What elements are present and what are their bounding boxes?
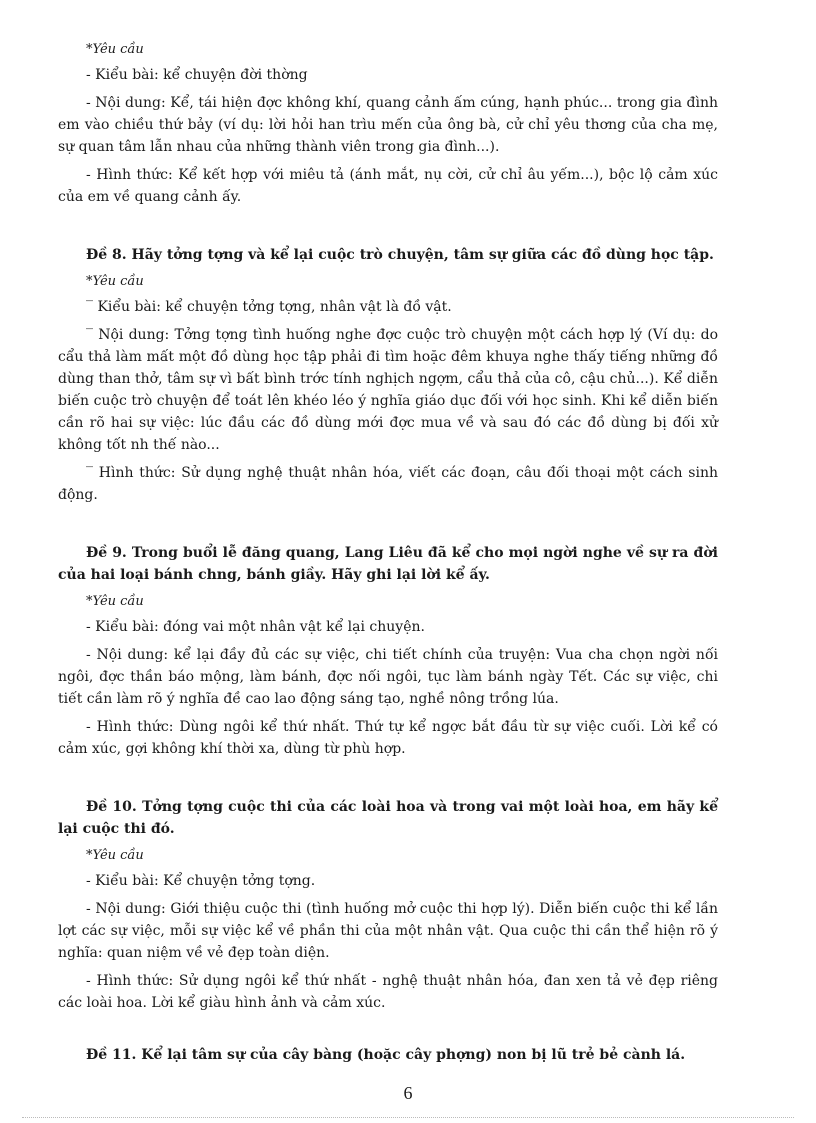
paragraph-form: - Hình thức: Sử dụng ngôi kể thứ nhất - nghệ thuật nhân hóa, đan xen tả vẻ đẹp riêng các loài hoa. Lời kể giàu hình ảnh và cảm xúc. xyxy=(58,973,718,1011)
paragraph-form: - Hình thức: Kể kết hợp với miêu tả (ánh mắt, nụ cời, cử chỉ âu yếm...), bộc lộ cảm xúc của em về quang cảnh ấy. xyxy=(58,167,718,205)
paragraph-form: - Hình thức: Dùng ngôi kể thứ nhất. Thứ tự kể ngợc bắt đầu từ sự việc cuối. Lời kể có cảm xúc, gợi không khí thời xa, dùng từ phù hợp. xyxy=(58,719,718,757)
paragraph-type: - Kiểu bài: Kể chuyện tởng tợng. xyxy=(86,873,316,889)
exercise-10-heading: Đề 10. Tởng tợng cuộc thi của các loài hoa và trong vai một loài hoa, em hãy kể lại cuộc thi đó. xyxy=(58,799,718,837)
requirement-label: *Yêu cầu xyxy=(86,42,144,57)
document-page xyxy=(58,40,718,1072)
paragraph-content: - Nội dung: Kể, tái hiện đợc không khí, quang cảnh ấm cúng, hạnh phúc... trong gia đình em vào chiều thứ bảy (ví dụ: lời hỏi han trìu mến của ông bà, cử chỉ yêu thơng của cha mẹ, sự quan tâm lẫn nhau của những thành viên trong gia đình...). xyxy=(58,95,718,155)
exercise-9-heading: Đề 9. Trong buổi lễ đăng quang, Lang Liêu đã kể cho mọi ngời nghe về sự ra đời của hai loại bánh chng, bánh giầy. Hãy ghi lại lời kể ấy. xyxy=(58,545,718,583)
page-number: 6 xyxy=(403,1083,413,1103)
paragraph-type: - Kiểu bài: kể chuyện đời thờng xyxy=(86,67,308,83)
requirement-label: *Yêu cầu xyxy=(86,848,144,863)
paragraph-content: - Nội dung: kể lại đầy đủ các sự việc, chi tiết chính của truyện: Vua cha chọn ngời nối ngôi, đợc thần báo mộng, làm bánh, đợc nối ngôi, tục làm bánh ngày Tết. Các sự việc, chi tiết cần làm rõ ý nghĩa đề cao lao động sáng tạo, nghề nông trồng lúa. xyxy=(58,647,718,707)
paragraph-type: ‾ Kiểu bài: kể chuyện tởng tợng, nhân vật là đồ vật. xyxy=(86,299,452,315)
requirement-label: *Yêu cầu xyxy=(86,594,144,609)
footer-divider xyxy=(22,1117,794,1118)
paragraph-form: ‾ Hình thức: Sử dụng nghệ thuật nhân hóa, viết các đoạn, câu đối thoại một cách sinh động. xyxy=(58,465,718,503)
exercise-11-heading: Đề 11. Kể lại tâm sự của cây bàng (hoặc cây phợng) non bị lũ trẻ bẻ cành lá. xyxy=(86,1047,686,1063)
paragraph-type: - Kiểu bài: đóng vai một nhân vật kể lại chuyện. xyxy=(86,619,425,635)
requirement-label: *Yêu cầu xyxy=(86,274,144,289)
exercise-8-heading: Đề 8. Hãy tởng tợng và kể lại cuộc trò chuyện, tâm sự giữa các đồ dùng học tập. xyxy=(86,247,714,263)
paragraph-content: ‾ Nội dung: Tởng tợng tình huống nghe đợc cuộc trò chuyện một cách hợp lý (Ví dụ: do cẩu thả làm mất một đồ dùng học tập phải đi tìm hoặc đêm khuya nghe thấy tiếng những đồ dùng than thở, tâm sự vì bất bình trớc tính nghịch ngợm, cẩu thả của cô, cậu chủ...). Kể diễn biến cuộc trò chuyện để toát lên khéo léo ý nghĩa giáo dục đối với học sinh. Khi kể diễn biến cần rõ hai sự việc: lúc đầu các đồ dùng mới đợc mua về và sau đó các đồ dùng bị đối xử không tốt nh thế nào... xyxy=(58,327,718,453)
paragraph-content: - Nội dung: Giới thiệu cuộc thi (tình huống mở cuộc thi hợp lý). Diễn biến cuộc thi kể lần lợt các sự việc, mỗi sự việc kể về phần thi của một nhân vật. Qua cuộc thi cần thể hiện rõ ý nghĩa: quan niệm về vẻ đẹp toàn diện. xyxy=(58,901,718,961)
